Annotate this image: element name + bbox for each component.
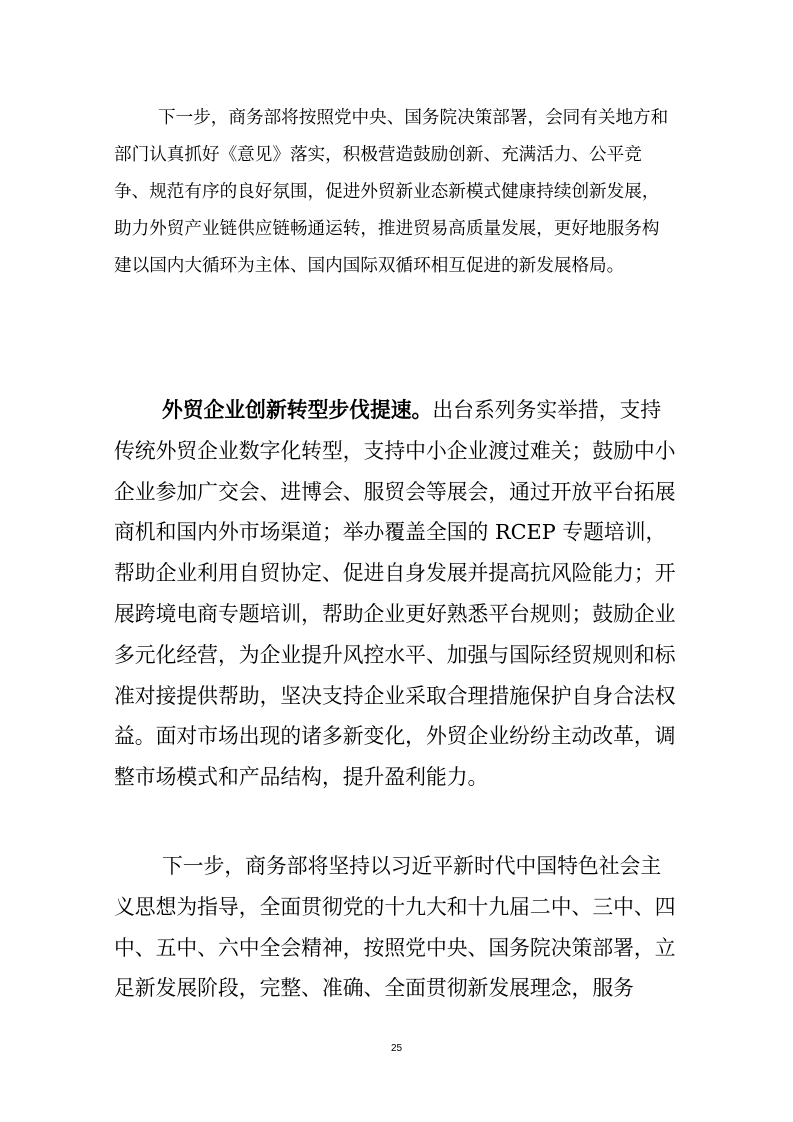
paragraph-guiding-ideology: 下一步，商务部将坚持以习近平新时代中国特色社会主义思想为指导，全面贯彻党的十九大和十九届二中、三中、四中、五中、六中全会精神，按照党中央、国务院决策部署，立足新发展阶段，完整、准确、全面贯彻新发展理念，服务 (114, 854, 676, 1001)
paragraph-body-text: 出台系列务实举措，支持传统外贸企业数字化转型，支持中小企业渡过难关；鼓励中小企业参加广交会、进博会、服贸会等展会，通过开放平台拓展商机和国内外市场渠道；举办覆盖全国的 RCEP 专题培训，帮助企业利用自贸协定、促进自身发展并提高抗风险能力；开展跨境电商专题培训，帮助企业更好熟悉平台规则；鼓励企业多元化经营，为企业提升风控水平、加强与国际经贸规则和标准对接提供帮助，坚决支持企业采取合理措施保护自身合法权益。面对市场出现的诸多新变化，外贸企业纷纷主动改革，调整市场模式和产品结构，提升盈利能力。 (114, 398, 676, 790)
page-number: 25 (390, 1043, 403, 1054)
paragraph-enterprise-innovation (114, 390, 676, 798)
paragraph-lead-heading: 外贸企业创新转型步伐提速。 (162, 397, 433, 422)
paragraph-next-steps: 下一步，商务部将按照党中央、国务院决策部署，会同有关地方和部门认真抓好《意见》落实，积极营造鼓励创新、充满活力、公平竞争、规范有序的良好氛围，促进外贸新业态新模式健康持续创新发展，助力外贸产业链供应链畅通运转，推进贸易高质量发展，更好地服务构建以国内大循环为主体、国内国际双循环相互促进的新发展格局。 (114, 108, 669, 276)
